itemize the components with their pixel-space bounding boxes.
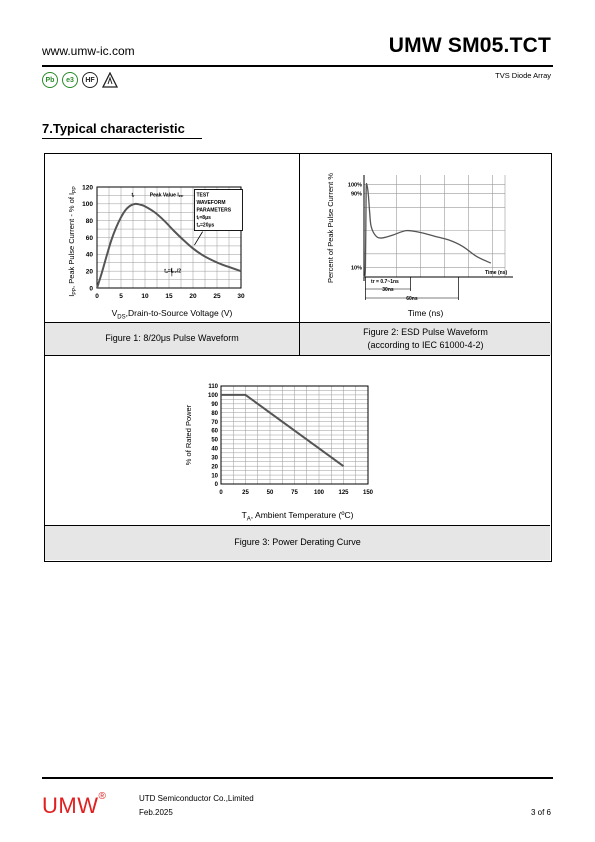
y-tick-label: 90 [211,402,218,409]
test-parameter-line: WAVEFORM [196,200,226,207]
esd-warning-icon [102,72,118,88]
footer-divider [42,777,553,779]
x-tick-label: 30 [237,293,245,300]
y-tick-label: 10% [350,265,362,272]
x-tick-label: 100 [313,490,325,496]
y-tick-label: 90% [350,191,362,198]
x-tick-label: 150 [362,490,374,496]
fig3-x-axis-title: $T_A$, Ambient Temperature (ºC) [241,510,354,523]
y-tick-label: 40 [211,446,218,453]
chart-pulse-waveform [45,154,299,322]
y-tick-label: 30 [211,455,218,462]
y-tick-label: 60 [85,234,93,242]
x-tick-label: 25 [242,490,249,496]
compliance-badges [42,72,118,88]
chart-power-derating [45,356,550,525]
x-tick-label: 75 [291,490,298,496]
y-tick-label: 100 [207,393,218,400]
half-value-pointer [194,232,202,245]
y-tick-label: 60 [211,428,218,435]
x-tick-label: 15 [165,293,173,300]
y-tick-label: 40 [85,251,93,259]
y-tick-label: 120 [82,184,93,192]
header-divider [42,65,553,67]
figure2-caption-line1: Figure 2: ESD Pulse Waveform [363,326,488,337]
x-tick-label: 20 [189,293,197,300]
fig1-x-axis-title: $V_{DS},Drain-to$-Source Voltage (V) [111,308,233,321]
figures-table [44,153,552,562]
section-underline [42,138,202,139]
y-tick-label: 110 [208,384,218,391]
product-subtitle: TVS Diode Array [495,71,551,80]
release-date: Feb.2025 [139,808,173,817]
test-parameter-line: TEST [196,192,210,199]
figure1-caption: Figure 1: 8/20μs Pulse Waveform [45,323,299,355]
y-tick-label: 80 [85,217,93,225]
x-tick-label: 125 [338,490,349,496]
chart-esd-waveform [300,154,551,322]
x-tick-label: 0 [219,490,223,496]
section-title: 7.Typical characteristic [42,121,185,136]
rise-time-label: tr = 0.7~1ns [371,279,399,285]
x-tick-label: 25 [213,293,221,300]
y-tick-label: 20 [211,464,218,471]
series-line [364,184,491,278]
figure3-caption: Figure 3: Power Derating Curve [45,526,550,560]
part-number: UMW SM05.TCT [388,34,551,57]
half-value-label: tₐ=Iₚₚ/2 [164,268,182,275]
span-60ns-label: 60ns [406,296,418,302]
x-tick-label: 5 [119,293,123,300]
halogen-free-icon: HF [82,72,98,88]
umw-logo: UMW® [42,791,107,818]
x-tick-label: 50 [266,490,274,496]
y-tick-label: 50 [211,437,218,444]
x-tick-label: 10 [141,293,149,300]
peak-value-label: Peak Value Iₚₚ [149,192,184,199]
test-parameter-line: tₐ=20μs [196,222,215,229]
page-number: 3 of 6 [530,808,551,817]
y-tick-label: 100% [347,182,362,189]
y-tick-label: 80 [211,410,218,417]
rise-time-label: tᵣ [131,192,135,199]
website-url[interactable]: www.umw-ic.com [42,44,135,58]
lead-free-icon: Pb [42,72,58,88]
y-tick-label: 100 [82,201,93,209]
span-30ns-label: 30ns [382,287,394,293]
fig2-x-axis-title: Time (ns) [407,308,444,318]
company-name: UTD Semiconductor Co.,Limited [139,794,254,803]
figure2-caption [300,323,551,355]
y-tick-label: 0 [89,285,93,293]
test-parameter-line: tᵣ=8μs [196,215,211,222]
test-parameter-line: PARAMETERS [196,207,232,214]
figure2-caption-line2: (according to IEC 61000-4-2) [367,340,484,350]
y-axis-title: $I_{PP}$, Peak Pulse Current - % of $I_{PP}$ [67,186,78,297]
y-tick-label: 70 [211,419,218,426]
y-tick-label: 10 [211,473,218,480]
time-axis-label: Time (ns) [485,270,508,276]
y-axis-title: Percent of Peak Pulse Current % [326,172,335,284]
x-tick-label: 0 [95,293,99,300]
y-tick-label: 20 [85,268,93,276]
e3-icon: e3 [62,72,78,88]
y-axis-title: % of Rated Power [184,404,193,466]
y-tick-label: 0 [214,482,218,489]
